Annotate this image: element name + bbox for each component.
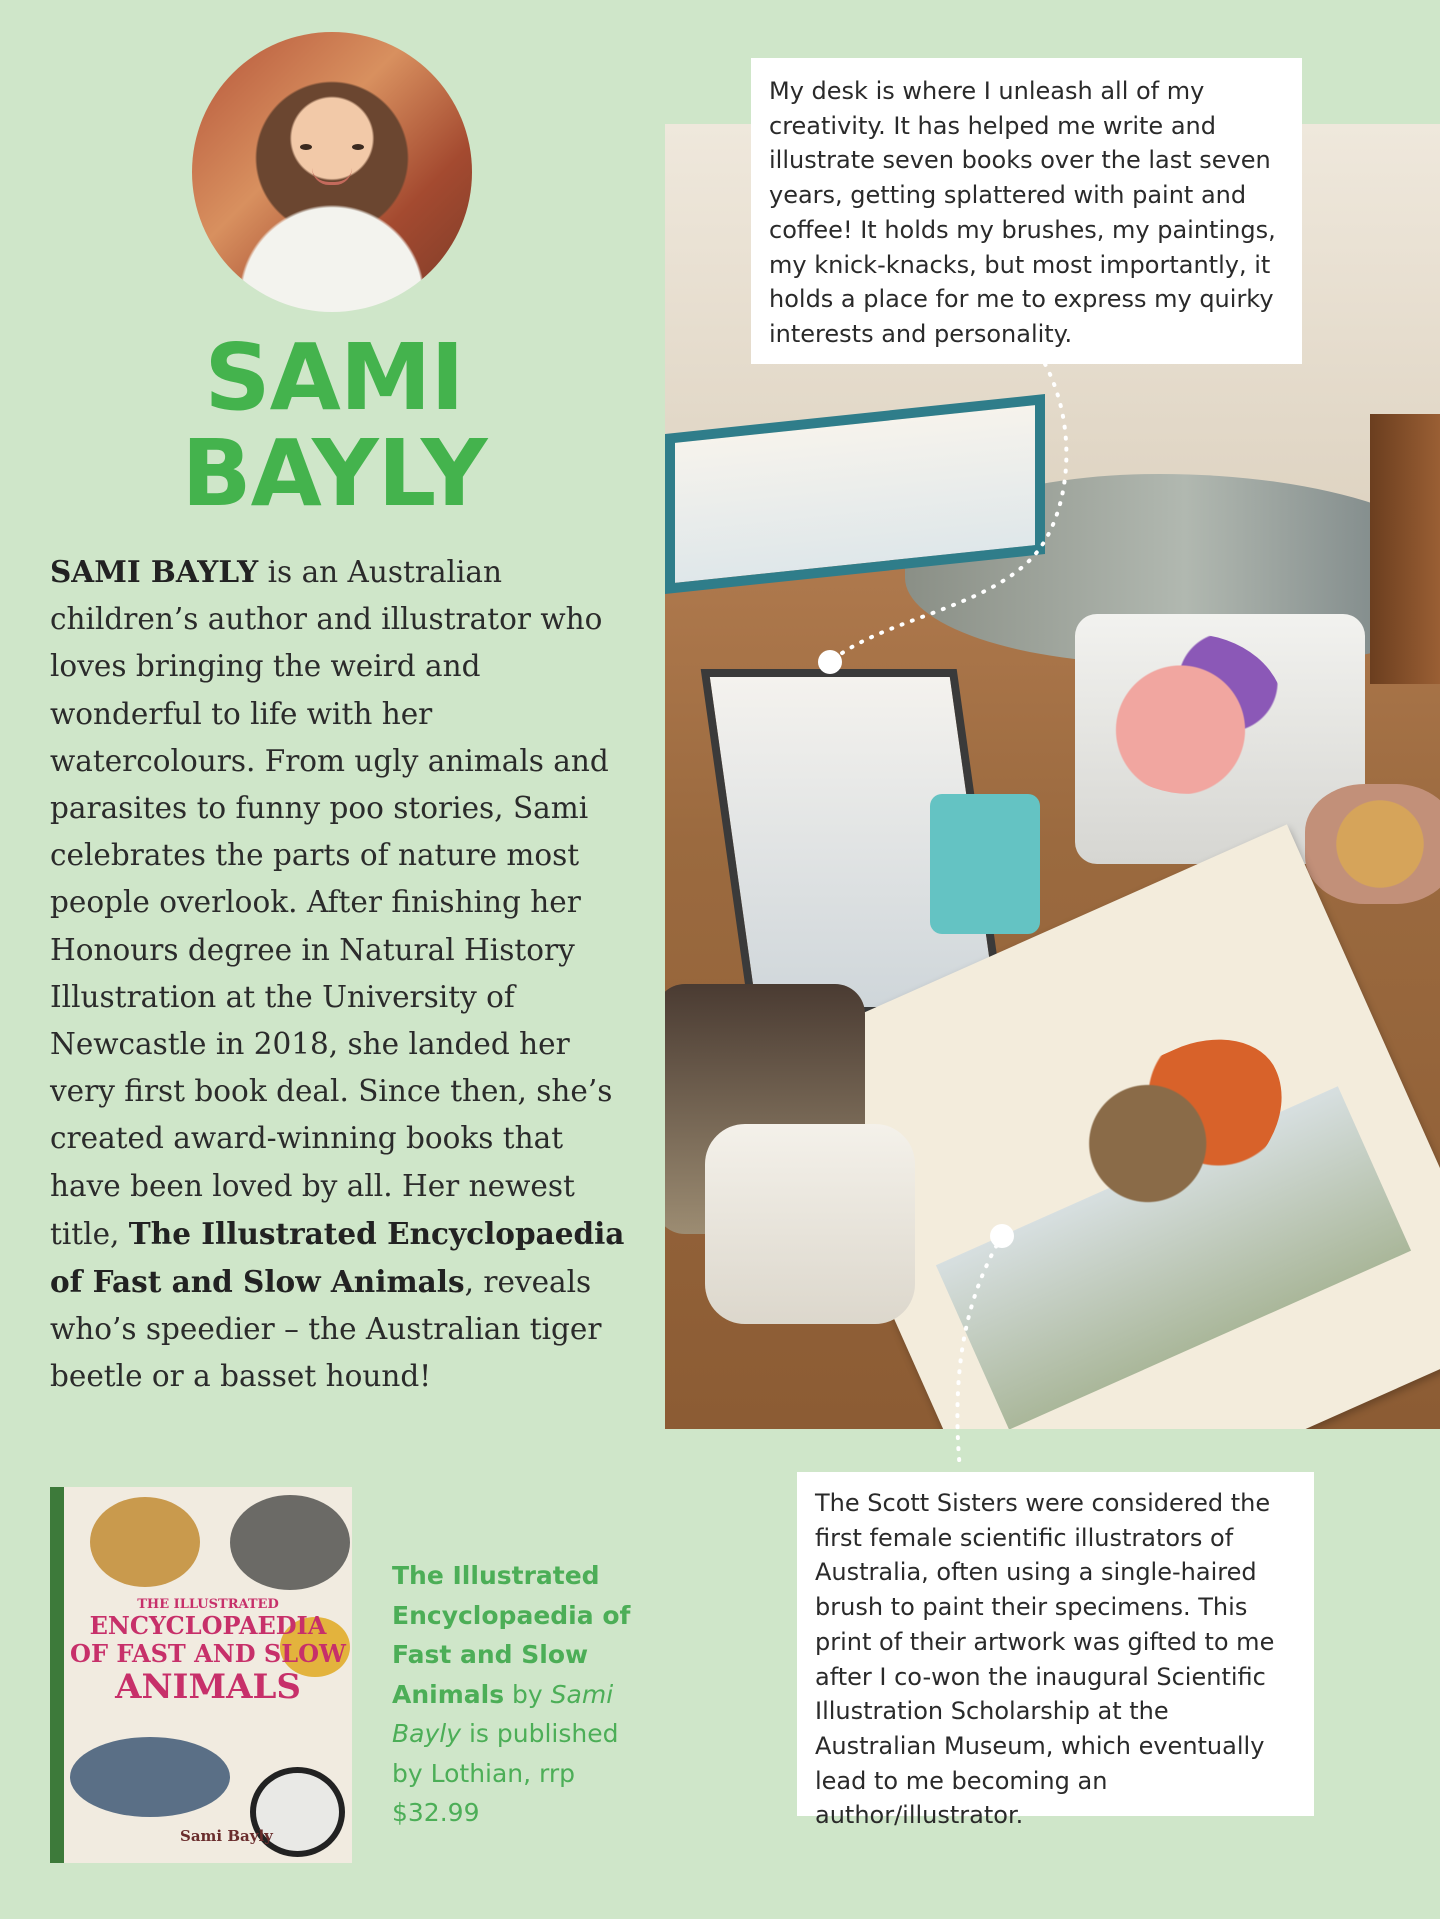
book-caption-by: by	[504, 1679, 551, 1709]
book-caption-publisher: is published by Lothian, rrp $32.99	[392, 1719, 619, 1827]
author-bio	[50, 548, 630, 1401]
book-cover-author: Sami Bayly	[180, 1827, 273, 1845]
bio-text-1: is an Australian children’s author and illustrator who loves bringing the weird and wonderful to life with her watercolours. From ugly animals and parasites to funny poo stories, Sami celebrates the parts of nature most people overlook. After finishing her Honours degree in Natural History Illustration at the University of Newcastle in 2018, she landed her very first book deal. Since then, she’s created award-winning books that have been loved by all. Her newest title,	[50, 555, 613, 1251]
book-caption-title: The Illustrated Encyclopaedia of Fast and Slow Animals	[392, 1561, 631, 1709]
bmo-figure	[930, 794, 1040, 934]
pencil-cup	[705, 1124, 915, 1324]
book-spine	[50, 1487, 64, 1863]
wooden-box	[1370, 414, 1440, 684]
book-cover-small-title: THE ILLUSTRATED	[137, 1597, 279, 1612]
portrait-smile	[312, 168, 352, 185]
book-cover-title-line1: ENCYCLOPAEDIA	[89, 1611, 327, 1640]
book-cover	[50, 1487, 352, 1863]
portrait-eye-left	[300, 144, 312, 150]
thylacine-figurine	[1305, 784, 1440, 904]
portrait-eye-right	[352, 144, 364, 150]
author-name-line2: BAYLY	[181, 420, 487, 527]
author-name-heading	[0, 324, 668, 527]
author-portrait	[192, 32, 472, 312]
book-cover-title-line3: ANIMALS	[115, 1667, 301, 1707]
author-name-line1: SAMI	[204, 324, 464, 431]
bio-lead-name: SAMI BAYLY	[50, 554, 259, 589]
book-cover-title-line2: OF FAST AND SLOW	[70, 1639, 346, 1668]
print-note: The Scott Sisters were considered the first female scientific illustrators of Australia, often using a single-haired brush to paint their specimens. This print of their artwork was gifted to me after I co-won the inaugural Scientific Illustration Scholarship at the Australian Museum, which eventually lead to me becoming an author/illustrator.	[797, 1472, 1314, 1816]
marlin-illustration	[70, 1737, 230, 1817]
bio-text-2: , reveals who’s speedier – the Australian tiger beetle or a basset hound!	[50, 1265, 602, 1394]
book-cover-title	[64, 1597, 352, 1706]
crochet-blobfish	[1095, 634, 1285, 794]
desk-note: My desk is where I unleash all of my creativity. It has helped me write and illustrate seven books over the last seven years, getting splattered with paint and coffee! It holds my brushes, my paintings, my knick-knacks, but most importantly, it holds a place for me to express my quirky interests and personality.	[751, 58, 1302, 364]
book-caption	[392, 1556, 642, 1833]
book-caption-author: Sami Bayly	[392, 1679, 614, 1748]
cheetah-illustration	[90, 1497, 200, 1587]
bio-book-title: The Illustrated Encyclopaedia of Fast and Slow Animals	[50, 1215, 625, 1300]
falcon-illustration	[230, 1495, 350, 1590]
